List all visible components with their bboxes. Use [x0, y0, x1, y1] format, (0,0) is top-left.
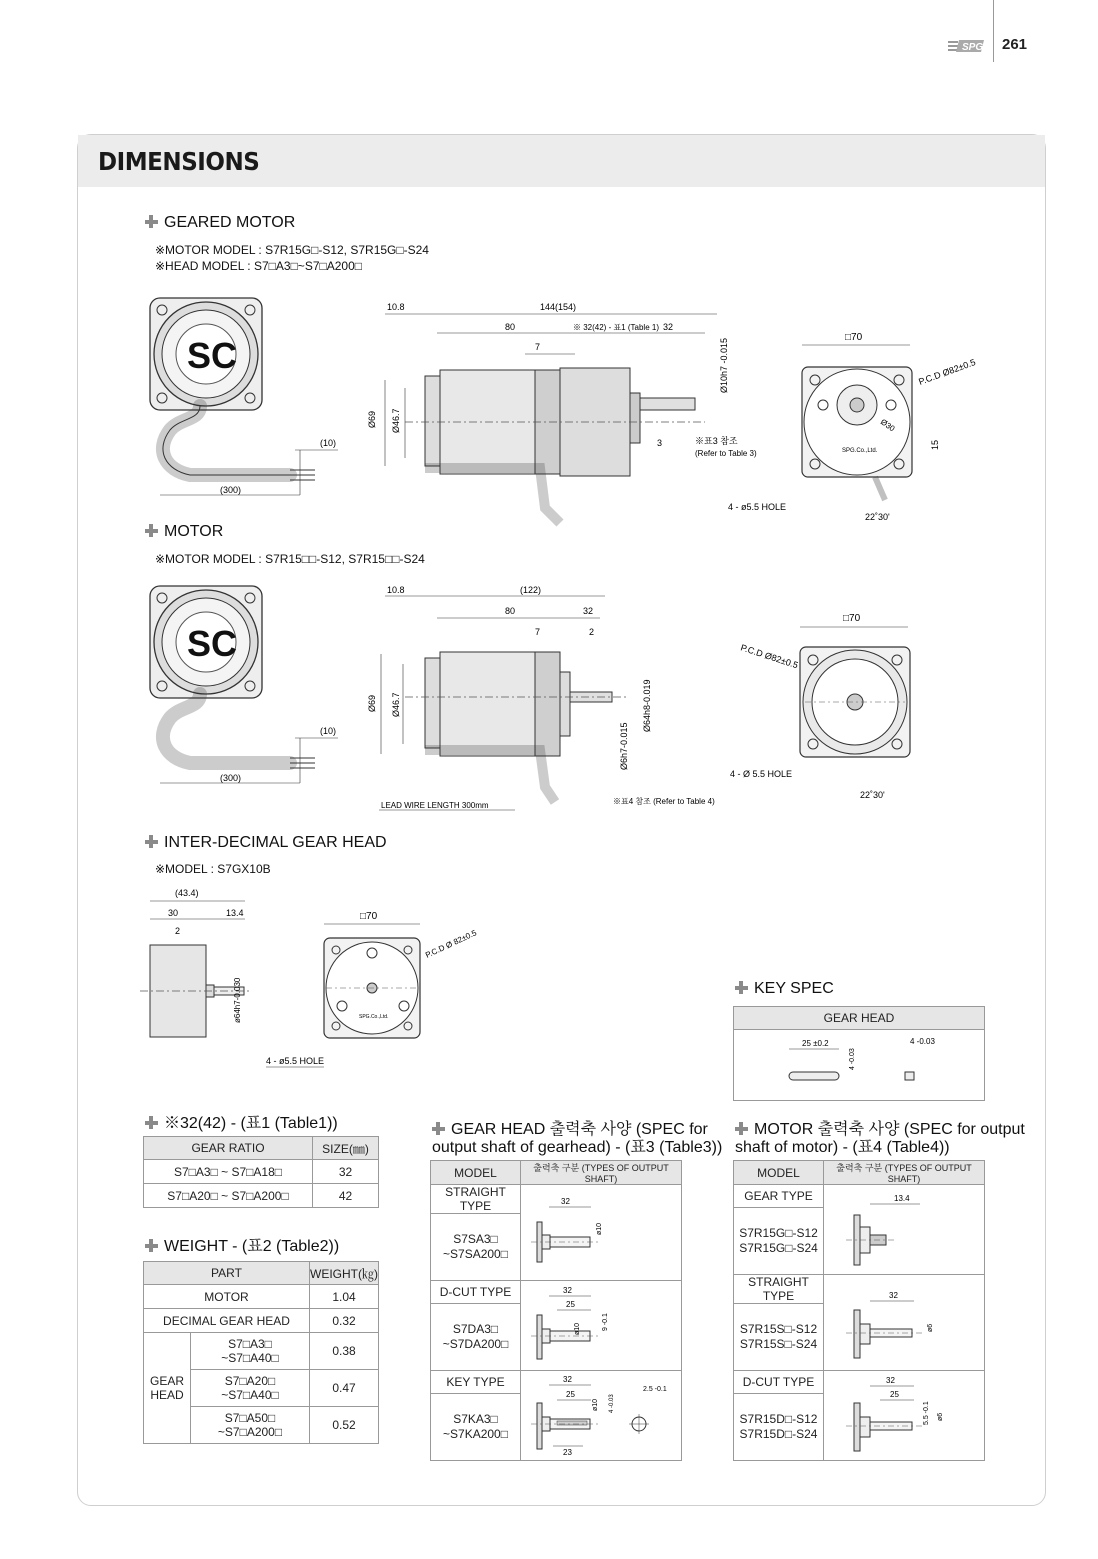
svg-text:4 -0.03: 4 -0.03 [849, 1048, 856, 1070]
table3-heading: GEAR HEAD 출력축 사양 (SPEC for [432, 1116, 708, 1139]
svg-text:80: 80 [505, 322, 516, 332]
key-spec-table [733, 1006, 985, 1101]
plus-icon [145, 1116, 158, 1129]
svg-text:32: 32 [561, 1196, 570, 1206]
svg-text:23: 23 [563, 1447, 572, 1457]
svg-text:4 - Ø 5.5 HOLE: 4 - Ø 5.5 HOLE [730, 769, 793, 779]
svg-text:Ø46.7: Ø46.7 [391, 408, 401, 433]
table4-heading-line2: shaft of motor) - (표4 (Table4)) [735, 1139, 950, 1156]
straight-shaft-drawing [521, 1190, 681, 1276]
svg-text:22˚30': 22˚30' [865, 512, 890, 522]
plus-icon [145, 835, 158, 848]
svg-text:32: 32 [583, 606, 594, 616]
svg-text:25: 25 [890, 1389, 899, 1399]
svg-text:Ø46.7: Ø46.7 [391, 692, 401, 717]
table4-heading: MOTOR 출력축 사양 (SPEC for output [735, 1116, 1025, 1139]
svg-text:※표4 참조 (Refer to Table 4): ※표4 참조 (Refer to Table 4) [613, 797, 715, 806]
table2-heading: WEIGHT - (표2 (Table2)) [145, 1233, 339, 1256]
svg-text:5.5 -0.1: 5.5 -0.1 [923, 1400, 930, 1425]
table1: GEAR RATIO SIZE(㎜) S7□A3□ ~ S7□A18□ 32 S7□A20□ ~ S7□A200□ 42 [143, 1136, 379, 1208]
svg-text:4 -0.03: 4 -0.03 [910, 1037, 935, 1046]
svg-text:□70: □70 [360, 911, 378, 922]
svg-text:22˚30': 22˚30' [860, 790, 885, 800]
svg-text:(10): (10) [320, 726, 337, 736]
svg-text:□70: □70 [845, 332, 863, 343]
motor-front-view [140, 578, 350, 788]
svg-text:SPG.Co.,Ltd.: SPG.Co.,Ltd. [842, 448, 878, 454]
table-row: S7SA3□ ~S7SA200□ [431, 1214, 682, 1281]
svg-text:32: 32 [886, 1375, 895, 1385]
geared-motor-flange-view [720, 325, 977, 525]
svg-text:7: 7 [535, 342, 541, 352]
gear-head-flange-view [262, 908, 492, 1073]
key-spec-drawing [734, 1030, 984, 1100]
plus-icon [735, 981, 748, 994]
table-row: GEAR HEAD S7□A3□ ~S7□A40□ 0.38 [144, 1333, 379, 1370]
svg-text:ø10: ø10 [574, 1322, 581, 1335]
svg-text:(43.4): (43.4) [175, 888, 199, 898]
table-row: S7□A20□ ~S7□A40□ 0.47 [144, 1370, 379, 1407]
svg-text:3: 3 [657, 438, 663, 448]
svg-text:ø10: ø10 [596, 1222, 603, 1235]
geared-motor-side-view [365, 298, 765, 528]
svg-text:4 - ø5.5 HOLE: 4 - ø5.5 HOLE [266, 1056, 325, 1066]
plus-icon [145, 1239, 158, 1252]
d-cut-shaft-drawing [521, 1283, 681, 1369]
motor-heading: MOTOR [145, 523, 223, 541]
table4: MODEL 출력축 구분 (TYPES OF OUTPUT SHAFT) GEAR TYPE 13.4 S7R15G□-S12 S7R15G□-S24 STRAIGHT TYPE 32 ø6 S7R15S□-S12 S7R15S□-S24 D-CUT TYPE 32 25 5.5 -0.1 ø6 S7R15D□-S12 S7R15D□-S24 [733, 1160, 985, 1461]
panel-header [78, 135, 1045, 187]
svg-text:13.4: 13.4 [226, 908, 244, 918]
svg-text:Ø64h8-0.019: Ø64h8-0.019 [642, 679, 652, 732]
table3: MODEL 출력축 구분 (TYPES OF OUTPUT SHAFT) STRAIGHT TYPE 32 ø10 S7SA3□ ~S7SA200□ D-CUT TYPE 32 25 ø10 9 -0.1 S7DA3□ ~S7DA200□ KEY TYPE 32 25 ø10 4 -0.03 2.5 -0.1 23 S7KA3□ ~S7KA200□ [430, 1160, 682, 1461]
svg-text:2: 2 [589, 627, 595, 637]
table-row: MOTOR 1.04 [144, 1285, 379, 1309]
svg-text:Ø6h7-0.015: Ø6h7-0.015 [619, 722, 629, 770]
svg-text:(122): (122) [520, 585, 542, 595]
svg-text:※ 32(42) - 표1 (Table 1): ※ 32(42) - 표1 (Table 1) [573, 323, 659, 332]
svg-text:ø6: ø6 [927, 1323, 934, 1332]
svg-text:25 ±0.2: 25 ±0.2 [802, 1039, 829, 1048]
svg-text:32: 32 [889, 1290, 898, 1300]
svg-text:9 -0.1: 9 -0.1 [602, 1312, 609, 1331]
table-row: S7R15G□-S12 S7R15G□-S24 [734, 1208, 985, 1275]
svg-text:(Refer to Table 3): (Refer to Table 3) [695, 449, 757, 458]
motor-d-cut-shaft-drawing [824, 1373, 984, 1459]
motor-flange-view [725, 605, 955, 805]
svg-text:ø6: ø6 [937, 1412, 944, 1421]
svg-text:15: 15 [930, 439, 940, 450]
svg-text:25: 25 [566, 1299, 575, 1309]
svg-text:SPG: SPG [962, 42, 984, 53]
table1-heading: ※32(42) - (표1 (Table1)) [145, 1110, 338, 1133]
gear-head-note-1: ※MODEL : S7GX10B [155, 862, 271, 876]
svg-text:25: 25 [566, 1389, 575, 1399]
svg-text:ø10: ø10 [592, 1398, 599, 1411]
plus-icon [145, 524, 158, 537]
svg-text:SC: SC [187, 335, 238, 376]
key-shaft-drawing [521, 1373, 681, 1459]
table-row: D-CUT TYPE 32 25 5.5 -0.1 ø6 [734, 1371, 985, 1394]
svg-text:2.5 -0.1: 2.5 -0.1 [643, 1385, 667, 1393]
table-row: STRAIGHT TYPE 32 ø10 [431, 1185, 682, 1214]
svg-text:32: 32 [563, 1374, 572, 1384]
svg-text:Ø30: Ø30 [878, 417, 897, 434]
svg-text:SC: SC [187, 623, 238, 664]
svg-text:□70: □70 [843, 613, 861, 624]
plus-icon [145, 215, 158, 228]
svg-text:4 - ø5.5 HOLE: 4 - ø5.5 HOLE [728, 502, 787, 512]
svg-text:P.C.D Ø82±0.5: P.C.D Ø82±0.5 [739, 642, 800, 671]
svg-text:Ø10h7 -0.015: Ø10h7 -0.015 [719, 337, 729, 393]
svg-text:10.8: 10.8 [387, 585, 405, 595]
table-row: S7KA3□ ~S7KA200□ [431, 1394, 682, 1461]
table-row: S7R15D□-S12 S7R15D□-S24 [734, 1394, 985, 1461]
svg-text:10.8: 10.8 [387, 302, 405, 312]
dim-10: (10) [320, 438, 337, 448]
key-spec-header: GEAR HEAD [734, 1007, 985, 1030]
table-row: S7R15S□-S12 S7R15S□-S24 [734, 1304, 985, 1371]
table-row: GEAR TYPE 13.4 [734, 1185, 985, 1208]
spg-logo [948, 38, 986, 54]
svg-text:32: 32 [663, 322, 674, 332]
motor-straight-shaft-drawing [824, 1280, 984, 1366]
table-row: STRAIGHT TYPE 32 ø6 [734, 1275, 985, 1304]
svg-text:2: 2 [175, 926, 181, 936]
gear-head-side-view [140, 885, 260, 1035]
svg-text:※표3 참조: ※표3 참조 [695, 436, 738, 446]
svg-text:Ø69: Ø69 [367, 410, 377, 428]
geared-motor-note-2: ※HEAD MODEL : S7□A3□~S7□A200□ [155, 259, 363, 273]
svg-text:32: 32 [563, 1285, 572, 1295]
key-spec-heading: KEY SPEC [735, 980, 834, 998]
table-row: S7□A50□ ~S7□A200□ 0.52 [144, 1407, 379, 1444]
page-title: DIMENSIONS [98, 147, 260, 176]
svg-text:P.C.D Ø 82±0.5: P.C.D Ø 82±0.5 [424, 928, 479, 960]
table2: PART WEIGHT(㎏) MOTOR 1.04 DECIMAL GEAR HEAD 0.32 GEAR HEAD S7□A3□ ~S7□A40□ 0.38 S7□A20□ ~S7□A40□ 0.47 S7□A50□ ~S7□A200□ 0.52 [143, 1261, 379, 1444]
svg-text:4 -0.03: 4 -0.03 [609, 1393, 615, 1413]
svg-text:Ø69: Ø69 [367, 694, 377, 712]
svg-text:144(154): 144(154) [540, 302, 577, 312]
table-row: S7□A3□ ~ S7□A18□ 32 [144, 1160, 379, 1184]
geared-motor-note-1: ※MOTOR MODEL : S7R15G□-S12, S7R15G□-S24 [155, 243, 429, 257]
table-row: S7DA3□ ~S7DA200□ [431, 1304, 682, 1371]
table-row: S7□A20□ ~ S7□A200□ 42 [144, 1184, 379, 1208]
table3-heading-line2: output shaft of gearhead) - (표3 (Table3)) [432, 1139, 723, 1156]
table-row: D-CUT TYPE 32 25 ø10 9 -0.1 [431, 1281, 682, 1304]
gear-shaft-drawing [824, 1187, 984, 1273]
svg-text:13.4: 13.4 [894, 1193, 910, 1203]
svg-text:LEAD WIRE LENGTH 300mm: LEAD WIRE LENGTH 300mm [381, 801, 489, 810]
svg-text:80: 80 [505, 606, 516, 616]
svg-text:30: 30 [168, 908, 179, 918]
table-row: DECIMAL GEAR HEAD 0.32 [144, 1309, 379, 1333]
table-row: KEY TYPE 32 25 ø10 4 -0.03 2.5 -0.1 23 [431, 1371, 682, 1394]
gear-head-heading: INTER-DECIMAL GEAR HEAD [145, 834, 387, 852]
svg-text:(300): (300) [220, 773, 242, 783]
motor-side-view [365, 582, 715, 812]
svg-text:ø64h7-0.030: ø64h7-0.030 [233, 977, 242, 1023]
svg-text:SPG.Co.,Ltd.: SPG.Co.,Ltd. [359, 1014, 389, 1020]
svg-text:7: 7 [535, 627, 541, 637]
page-number: 261 [1002, 36, 1028, 53]
geared-motor-front-view [140, 290, 350, 500]
motor-note-1: ※MOTOR MODEL : S7R15□□-S12, S7R15□□-S24 [155, 552, 425, 566]
geared-motor-heading: GEARED MOTOR [145, 214, 295, 232]
header-rule [993, 0, 994, 62]
dim-300: (300) [220, 485, 242, 495]
svg-text:P.C.D Ø82±0.5: P.C.D Ø82±0.5 [917, 357, 977, 387]
